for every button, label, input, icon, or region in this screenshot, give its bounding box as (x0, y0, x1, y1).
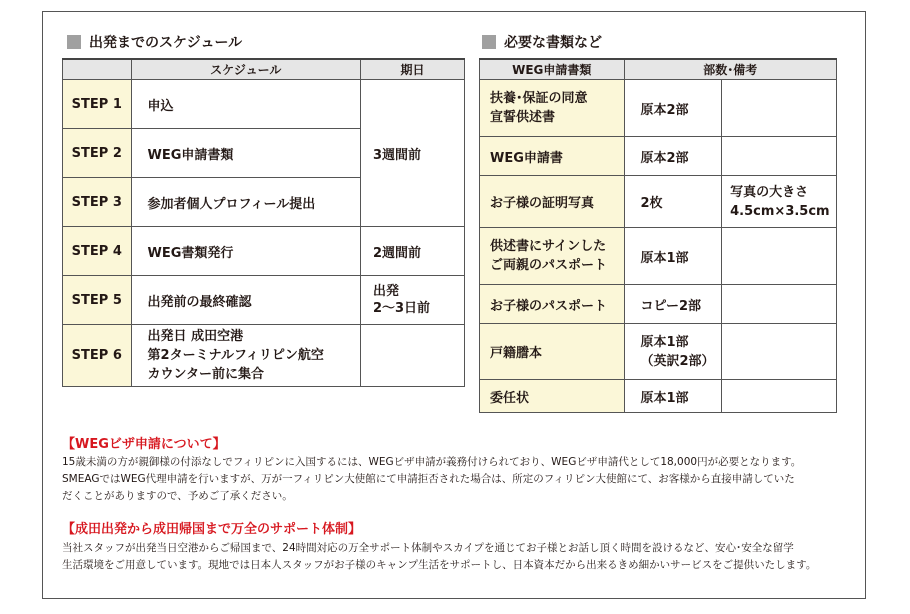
step-label: STEP 5 (63, 276, 132, 325)
support-heading: 【成田出発から成田帰国まで万全のサポート体制】 (62, 522, 362, 537)
doc-name: お子様の証明写真 (480, 176, 625, 228)
doc-name: 供述書にサインした ご両親のパスポート (480, 228, 625, 285)
step-date: 出発 2〜3日前 (360, 276, 464, 325)
step-label: STEP 6 (63, 325, 132, 387)
table-row (480, 324, 837, 380)
schedule-col-header: スケジュール (131, 59, 360, 80)
doc-name: お子様のパスポート (480, 285, 625, 324)
weg-visa-paragraph: 15歳未満の方が親御様の付添なしでフィリピンに入国するには、WEGビザ申請が義務付けられており、WEGビザ申請代として18,000円が必要となります。 SMEAGではWEG代理申請を行いますが、万が一フィリピン大使館にて申請拒否された場合は、所定のフィリピン大使館にて、お客様から直接申請していた だくことがありますので、予めご了承ください。 (62, 456, 802, 502)
step-text: 出発日 成田空港 第2ターミナルフィリピン航空 カウンター前に集合 (131, 325, 360, 387)
table-row (63, 325, 465, 387)
doc-name: 委任状 (480, 380, 625, 413)
table-row (480, 137, 837, 176)
step-text: 申込 (131, 80, 360, 129)
documents-section-title: 必要な書類など (482, 32, 602, 52)
step-date: 3週間前 (360, 80, 464, 227)
doc-copies: コピー2部 (624, 285, 722, 324)
schedule-section-title: 出発までのスケジュール (67, 32, 242, 52)
doc-note (722, 228, 837, 285)
doc-note (722, 380, 837, 413)
step-label: STEP 4 (63, 227, 132, 276)
schedule-table (62, 58, 465, 387)
table-row (63, 227, 465, 276)
weg-visa-heading: 【WEGビザ申請について】 (62, 437, 226, 452)
step-text: WEG書類発行 (131, 227, 360, 276)
step-label: STEP 2 (63, 129, 132, 178)
table-row (480, 380, 837, 413)
doc-copies: 原本1部 (624, 380, 722, 413)
table-row (63, 276, 465, 325)
table-row (480, 285, 837, 324)
doc-copies: 原本1部 （英訳2部） (624, 324, 722, 380)
doc-copies: 原本2部 (624, 137, 722, 176)
doc-copies: 2枚 (624, 176, 722, 228)
table-row (63, 80, 465, 129)
doc-name: WEG申請書 (480, 137, 625, 176)
copies-col-header: 部数･備考 (624, 59, 836, 80)
doc-note (722, 285, 837, 324)
doc-name: 扶養･保証の同意 宣誓供述書 (480, 80, 625, 137)
step-label: STEP 3 (63, 178, 132, 227)
doc-col-header: WEG申請書類 (480, 59, 625, 80)
doc-name: 戸籍謄本 (480, 324, 625, 380)
doc-note: 写真の大きさ 4.5cm×3.5cm (722, 176, 837, 228)
date-col-header: 期日 (360, 59, 464, 80)
doc-copies: 原本1部 (624, 228, 722, 285)
table-row (480, 228, 837, 285)
table-row (480, 80, 837, 137)
documents-table (479, 58, 837, 413)
support-paragraph: 当社スタッフが出発当日空港からご帰国まで、24時間対応の万全サポート体制やスカイプを通じてお子様とお話し頂く時間を設けるなど、安心･安全な留学 生活環境をご用意しています。現地では日本人スタッフがお子様のキャンプ生活をサポートし、日本資本だから出来るきめ細かいサービスをご提供いたします。 (62, 542, 817, 571)
step-text: 出発前の最終確認 (131, 276, 360, 325)
step-date: 2週間前 (360, 227, 464, 276)
doc-note (722, 324, 837, 380)
doc-copies: 原本2部 (624, 80, 722, 137)
step-date (360, 325, 464, 387)
step-text: 参加者個人プロフィール提出 (131, 178, 360, 227)
doc-note (722, 137, 837, 176)
gray-square-icon (482, 35, 496, 49)
doc-note (722, 80, 837, 137)
gray-square-icon (67, 35, 81, 49)
step-text: WEG申請書類 (131, 129, 360, 178)
table-row (480, 176, 837, 228)
step-label: STEP 1 (63, 80, 132, 129)
